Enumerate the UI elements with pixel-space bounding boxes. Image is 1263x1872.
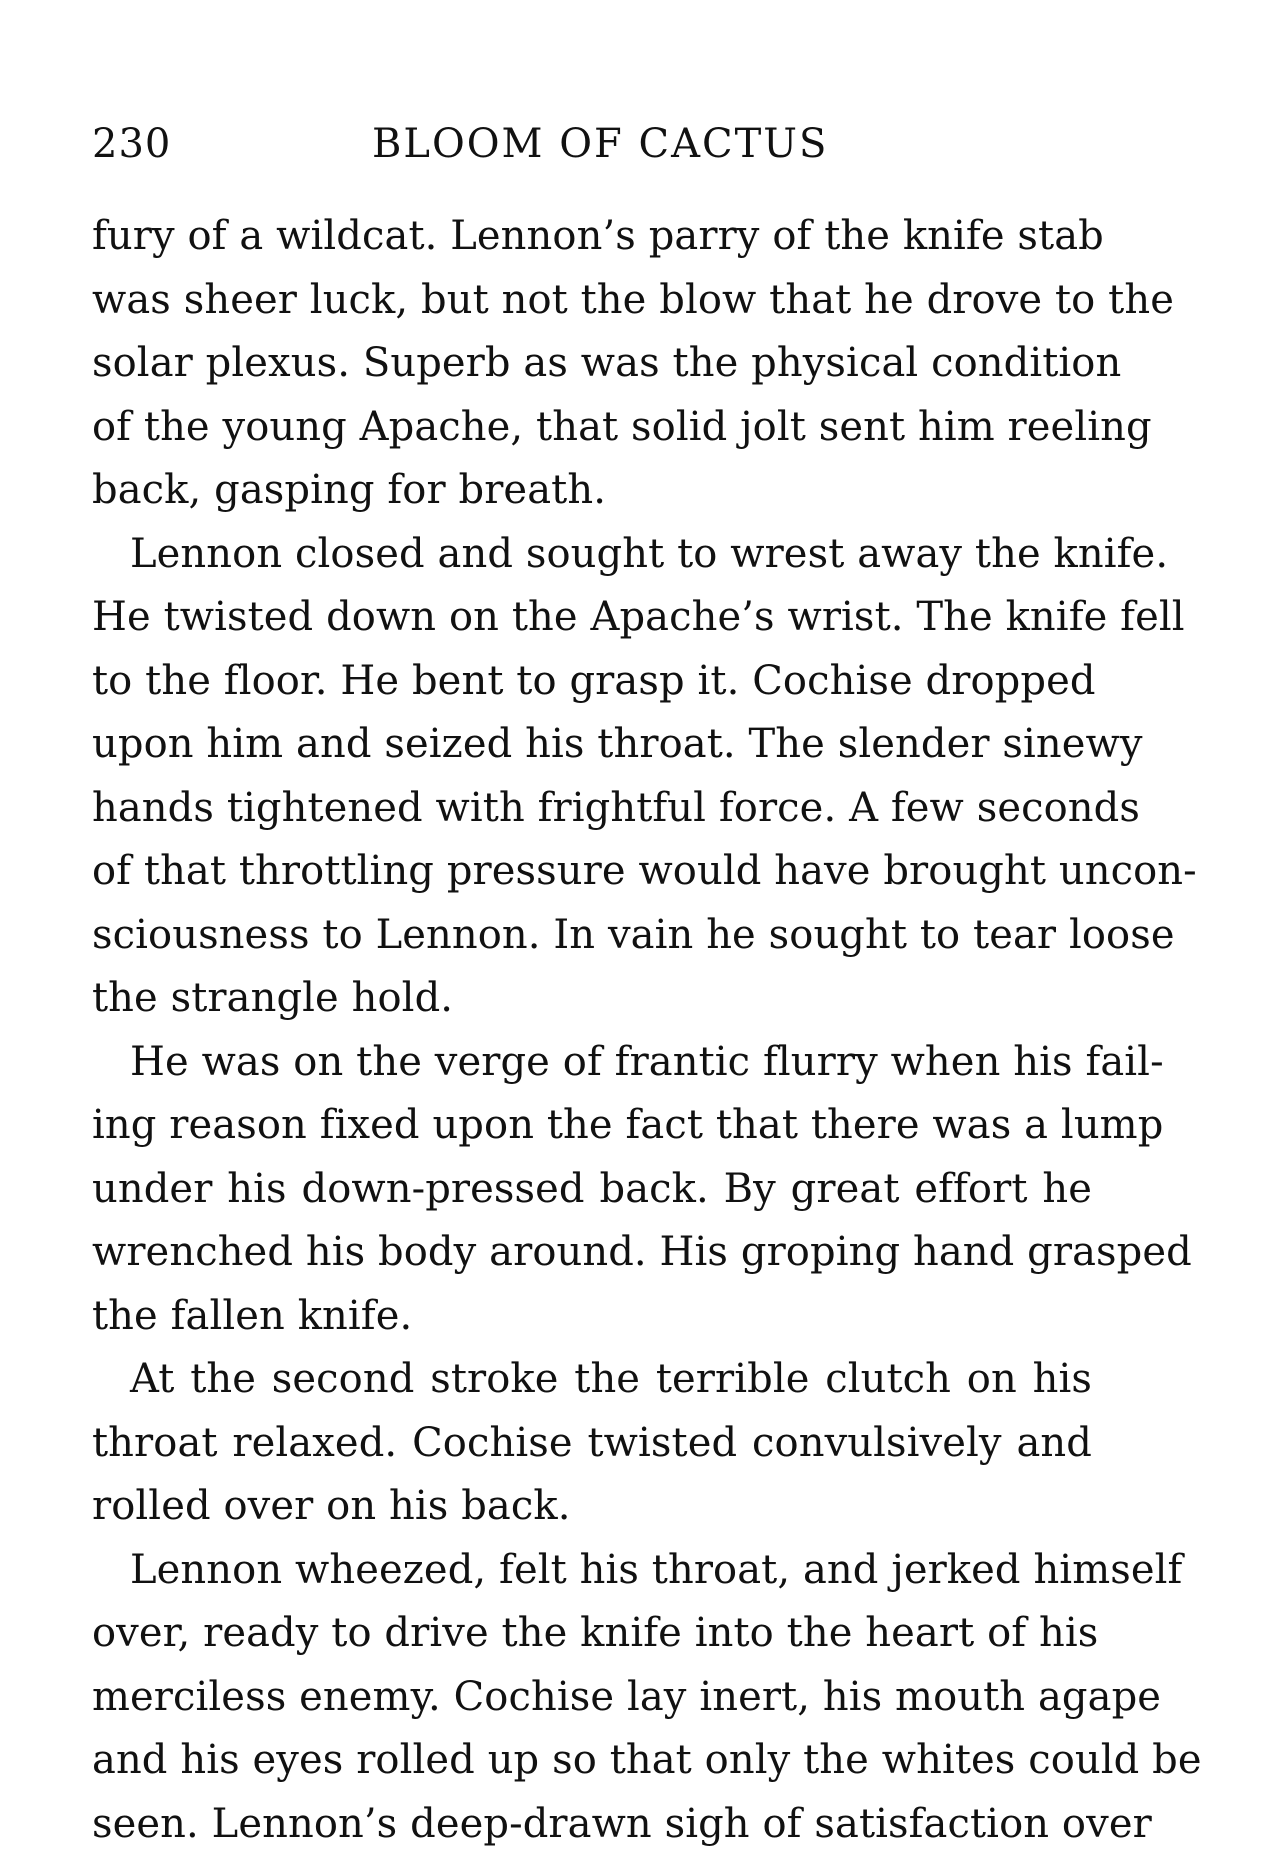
text-line: upon him and seized his throat. The slender sinewy [92, 721, 1143, 767]
text-line: of that throttling pressure would have brought uncon- [92, 848, 1197, 894]
text-line: over, ready to drive the knife into the heart of his [92, 1610, 1099, 1656]
text-line: fury of a wildcat. Lennon’s parry of the knife stab [92, 213, 1104, 259]
paragraph [92, 523, 1197, 1031]
text-line: was sheer luck, but not the blow that he drove to the [92, 276, 1174, 323]
text-line: seen. Lennon’s deep-drawn sigh of satisfaction over [92, 1800, 1152, 1847]
text-line: and his eyes rolled up so that only the whites could be [92, 1737, 1202, 1783]
text-line: Lennon wheezed, felt his throat, and jerked himself [130, 1546, 1183, 1593]
text-line: to the floor. He bent to grasp it. Cochise dropped [92, 657, 1096, 704]
text-line: under his down-pressed back. By great effort he [92, 1165, 1092, 1212]
text-line: At the second stroke the terrible clutch on his [130, 1356, 1092, 1402]
paragraph [92, 205, 1174, 523]
page-number: 230 [92, 121, 172, 167]
body-text [92, 205, 1202, 1856]
text-line: back, gasping for breath. [92, 467, 607, 513]
text-line: hands tightened with frightful force. A few seconds [92, 784, 1140, 831]
text-line: He was on the verge of frantic flurry when his fail- [130, 1038, 1164, 1085]
text-line: solar plexus. Superb as was the physical condition [92, 340, 1122, 386]
text-line: the strangle hold. [92, 975, 454, 1021]
text-line: sciousness to Lennon. In vain he sought to tear loose [92, 911, 1175, 958]
paragraph [92, 1539, 1202, 1857]
text-line: ing reason fixed upon the fact that there was a lump [92, 1102, 1164, 1148]
text-line: of the young Apache, that solid jolt sent him reeling [92, 403, 1152, 450]
text-line: wrenched his body around. His groping hand grasped [92, 1229, 1192, 1275]
text-line: rolled over on his back. [92, 1483, 571, 1529]
text-line: throat relaxed. Cochise twisted convulsively and [92, 1419, 1092, 1466]
page-header [92, 118, 1092, 170]
text-line: He twisted down on the Apache’s wrist. The knife fell [92, 594, 1185, 640]
text-line: the fallen knife. [92, 1292, 413, 1339]
paragraph [92, 1031, 1192, 1349]
paragraph [92, 1348, 1092, 1539]
text-line: merciless enemy. Cochise lay inert, his mouth agape [92, 1673, 1162, 1720]
running-title: BLOOM OF CACTUS [372, 121, 829, 167]
text-line: Lennon closed and sought to wrest away the knife. [130, 530, 1169, 577]
